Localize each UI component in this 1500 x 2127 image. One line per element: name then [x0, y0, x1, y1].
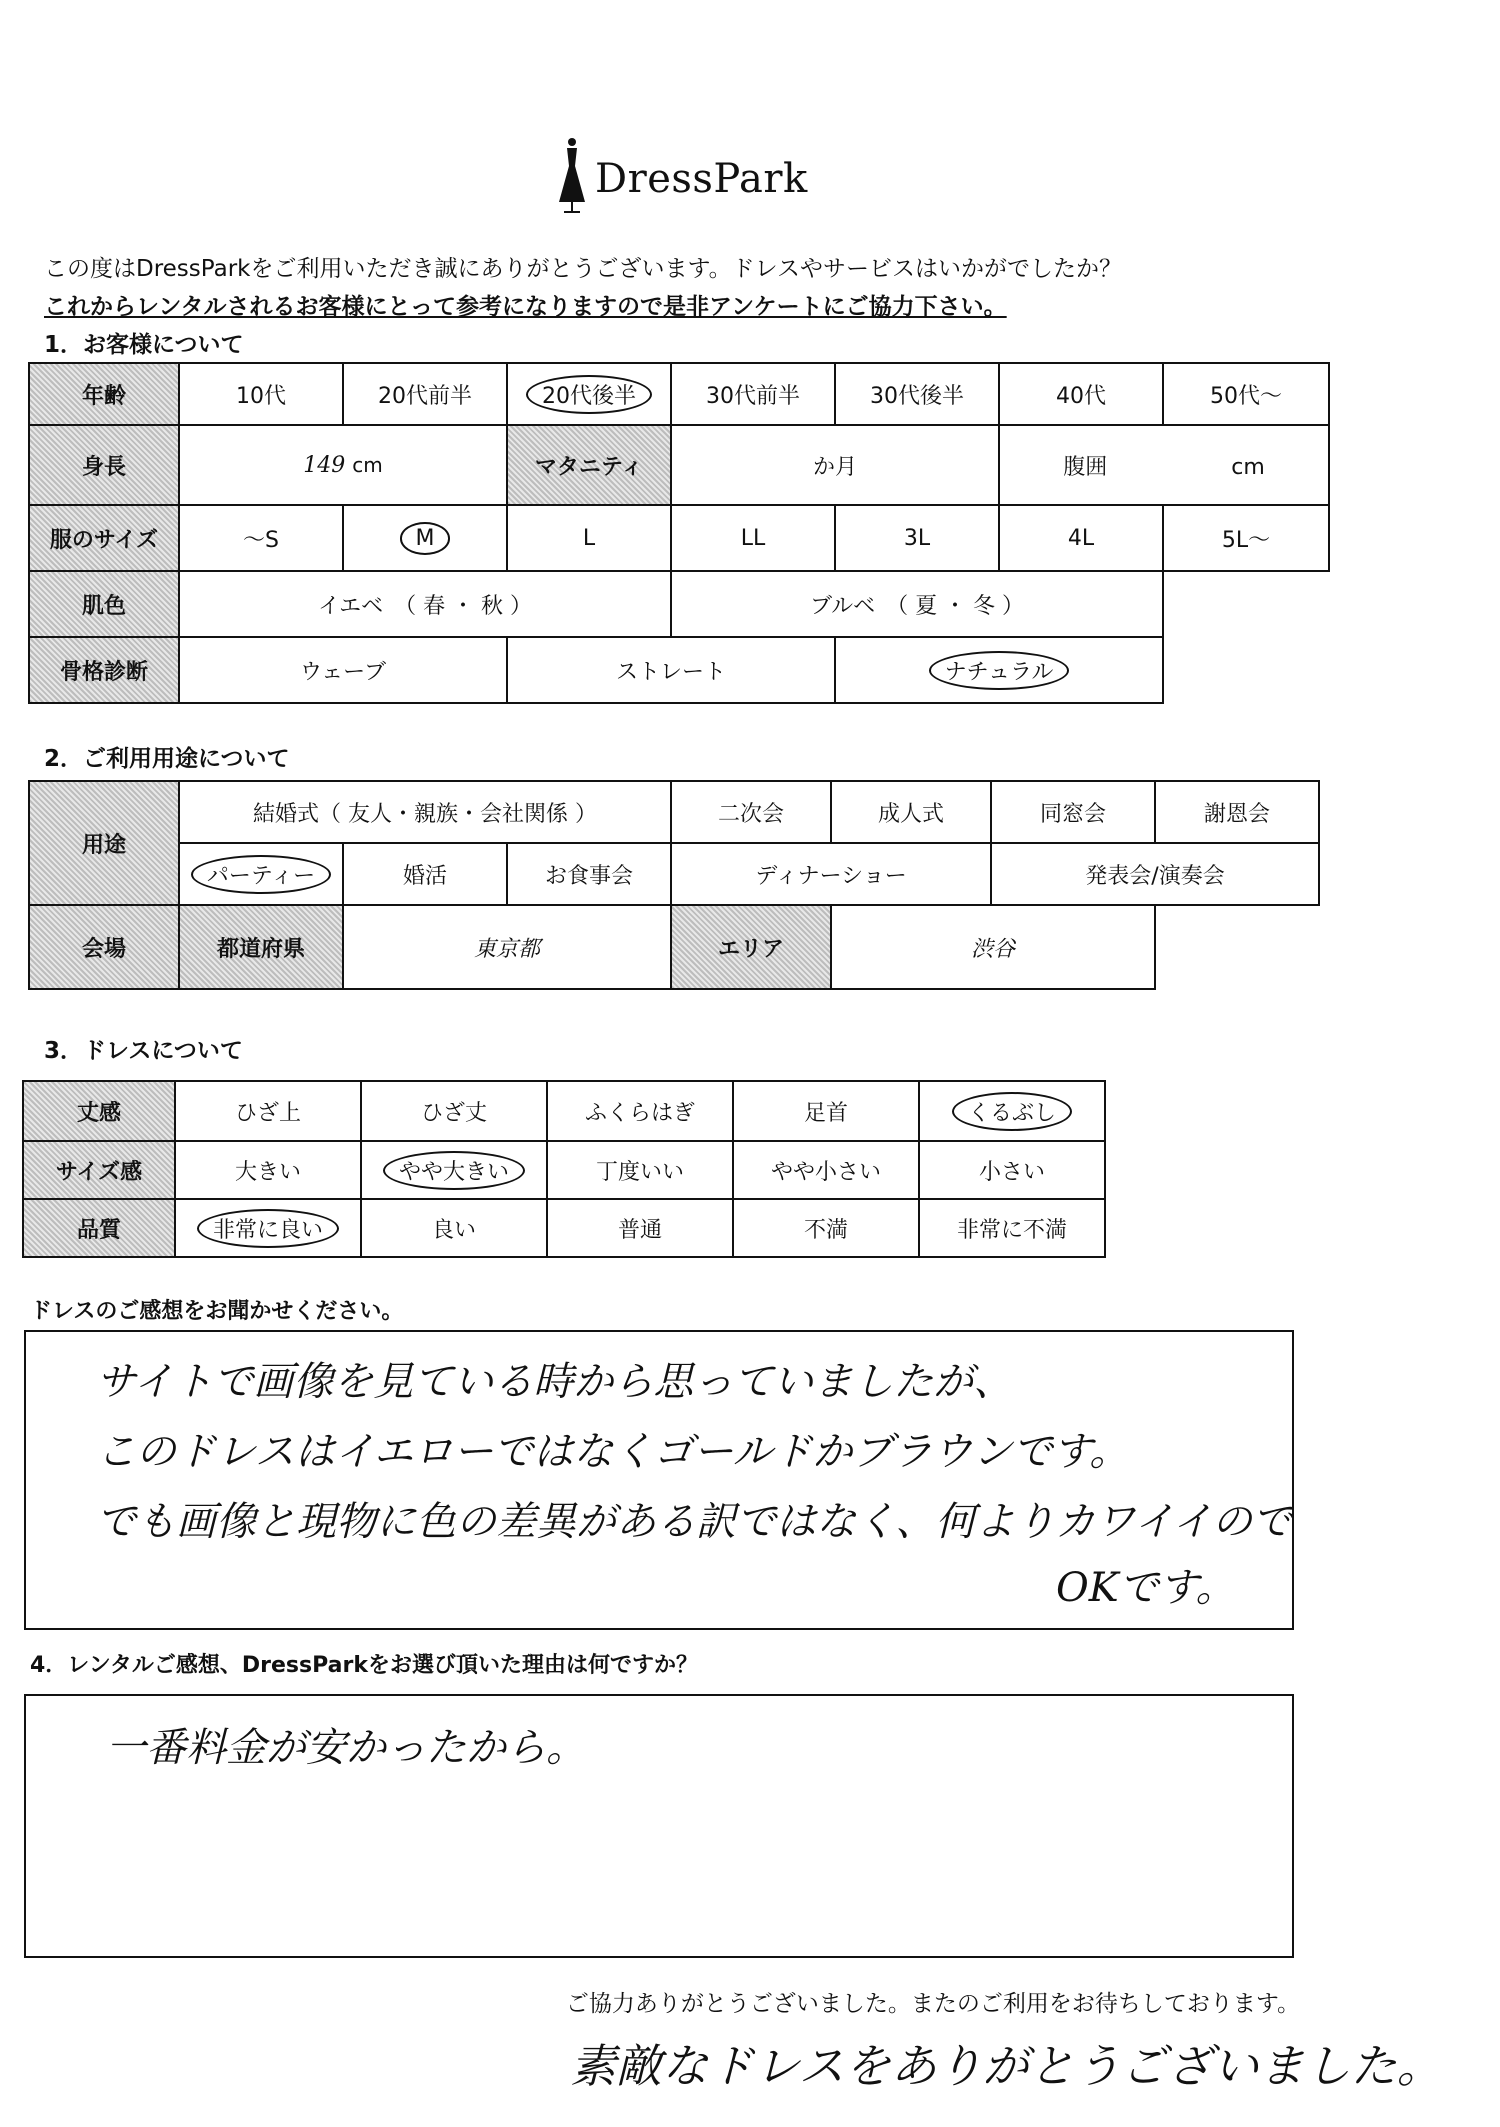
body-label: 骨格診断 — [29, 637, 179, 703]
purpose-option[interactable]: 発表会/演奏会 — [991, 843, 1319, 905]
age-option-selected[interactable] — [507, 363, 671, 425]
fit-option[interactable]: 大きい — [175, 1141, 361, 1199]
length-option[interactable]: ふくらはぎ — [547, 1081, 733, 1141]
fit-option-label: やや大きい — [383, 1151, 525, 1190]
fit-option-selected[interactable] — [361, 1141, 547, 1199]
brand-name: DressPark — [595, 156, 808, 202]
size-option[interactable]: L — [507, 505, 671, 571]
purpose-label: 用途 — [29, 781, 179, 905]
age-option[interactable]: 10代 — [179, 363, 343, 425]
intro-line-2: これからレンタルされるお客様にとって参考になりますので是非アンケートにご協力下さい。 — [44, 294, 1007, 320]
quality-option[interactable]: 普通 — [547, 1199, 733, 1257]
impression-answer-box[interactable] — [24, 1330, 1294, 1630]
size-option-label: M — [400, 522, 451, 555]
size-option[interactable]: LL — [671, 505, 835, 571]
reason-prompt: 4．レンタルご感想、DressParkをお選び頂いた理由は何ですか？ — [30, 1653, 698, 1678]
length-option-selected[interactable] — [919, 1081, 1105, 1141]
intro-line-1: この度はDressParkをご利用いただき誠にありがとうございます。ドレスやサービスはいかがでしたか？ — [44, 256, 1122, 282]
impression-line: OKです。 — [1056, 1565, 1236, 1611]
prefecture-value[interactable]: 東京都 — [343, 905, 671, 989]
size-option[interactable]: 5L～ — [1163, 505, 1329, 571]
purpose-option[interactable]: 成人式 — [831, 781, 991, 843]
fit-option[interactable]: 小さい — [919, 1141, 1105, 1199]
waist-unit: cm — [1231, 454, 1265, 480]
purpose-option[interactable]: ディナーショー — [671, 843, 991, 905]
blank-cell — [1163, 571, 1329, 637]
blank-cell — [1163, 637, 1329, 703]
quality-label: 品質 — [23, 1199, 175, 1257]
size-option-selected[interactable] — [343, 505, 507, 571]
area-label: エリア — [671, 905, 831, 989]
body-option[interactable]: ウェーブ — [179, 637, 507, 703]
skin-yellow-option[interactable]: イエベ （ 春 ・ 秋 ） — [179, 571, 671, 637]
age-option[interactable]: 40代 — [999, 363, 1163, 425]
age-option[interactable]: 30代前半 — [671, 363, 835, 425]
purpose-option[interactable]: お食事会 — [507, 843, 671, 905]
impression-line: でも画像と現物に色の差異がある訳ではなく、何よりカワイイので — [96, 1499, 1292, 1545]
purpose-option[interactable]: 同窓会 — [991, 781, 1155, 843]
size-option[interactable]: 3L — [835, 505, 999, 571]
age-option[interactable]: 50代～ — [1163, 363, 1329, 425]
waist-label: 腹囲 — [1063, 454, 1108, 480]
area-value[interactable]: 渋谷 — [831, 905, 1155, 989]
customer-table — [28, 362, 1330, 704]
purpose-option-selected[interactable] — [179, 843, 343, 905]
venue-label: 会場 — [29, 905, 179, 989]
length-option[interactable]: 足首 — [733, 1081, 919, 1141]
maternity-label: マタニティ — [507, 425, 671, 505]
months-label: か月 — [812, 454, 857, 480]
length-label: 丈感 — [23, 1081, 175, 1141]
height-label: 身長 — [29, 425, 179, 505]
size-option[interactable]: ～S — [179, 505, 343, 571]
quality-option-label: 非常に良い — [197, 1209, 339, 1248]
quality-option[interactable]: 不満 — [733, 1199, 919, 1257]
fit-option[interactable]: やや小さい — [733, 1141, 919, 1199]
reason-answer-box[interactable] — [24, 1694, 1294, 1958]
prefecture-label: 都道府県 — [179, 905, 343, 989]
purpose-option[interactable]: 二次会 — [671, 781, 831, 843]
impression-prompt: ドレスのご感想をお聞かせください。 — [30, 1299, 404, 1324]
age-option[interactable]: 20代前半 — [343, 363, 507, 425]
section-2-title: 2．ご利用用途について — [44, 746, 290, 772]
fit-label: サイズ感 — [23, 1141, 175, 1199]
closing-message: ご協力ありがとうございました。またのご利用をお待ちしております。 — [565, 1991, 1300, 2017]
quality-option[interactable]: 良い — [361, 1199, 547, 1257]
body-option-selected[interactable] — [835, 637, 1163, 703]
impression-line: このドレスはイエローではなくゴールドかブラウンです。 — [96, 1429, 1130, 1475]
size-label: 服のサイズ — [29, 505, 179, 571]
height-field[interactable] — [179, 425, 507, 505]
age-option[interactable]: 30代後半 — [835, 363, 999, 425]
quality-option-selected[interactable] — [175, 1199, 361, 1257]
size-option[interactable]: 4L — [999, 505, 1163, 571]
purpose-option[interactable]: 謝恩会 — [1155, 781, 1319, 843]
age-option-label: 20代後半 — [526, 375, 652, 414]
body-option[interactable]: ストレート — [507, 637, 835, 703]
logo — [555, 128, 808, 218]
dress-mannequin-icon — [555, 136, 589, 214]
waist-field[interactable] — [999, 425, 1329, 505]
purpose-option[interactable]: 結婚式（ 友人・親族・会社関係 ） — [179, 781, 671, 843]
purpose-option[interactable]: 婚活 — [343, 843, 507, 905]
skin-blue-option[interactable]: ブルベ （ 夏 ・ 冬 ） — [671, 571, 1163, 637]
length-option[interactable]: ひざ上 — [175, 1081, 361, 1141]
dress-table — [22, 1080, 1106, 1258]
section-3-title: 3．ドレスについて — [44, 1038, 243, 1064]
section-1-title: 1．お客様について — [44, 332, 244, 358]
purpose-option-label: パーティー — [191, 855, 331, 894]
length-option[interactable]: ひざ丈 — [361, 1081, 547, 1141]
height-unit: cm — [352, 452, 383, 477]
reason-answer: 一番料金が安かったから。 — [106, 1725, 586, 1771]
age-label: 年齢 — [29, 363, 179, 425]
impression-line: サイトで画像を見ている時から思っていましたが、 — [96, 1359, 1014, 1405]
maternity-months-field[interactable] — [671, 425, 999, 505]
handwritten-signoff: 素敵なドレスをありがとうございました。 — [570, 2039, 1443, 2093]
height-value: 149 — [303, 452, 346, 478]
fit-option[interactable]: 丁度いい — [547, 1141, 733, 1199]
body-option-label: ナチュラル — [929, 651, 1070, 690]
blank-cell — [1155, 905, 1319, 989]
skin-label: 肌色 — [29, 571, 179, 637]
usage-table — [28, 780, 1320, 990]
length-option-label: くるぶし — [952, 1092, 1072, 1131]
quality-option[interactable]: 非常に不満 — [919, 1199, 1105, 1257]
